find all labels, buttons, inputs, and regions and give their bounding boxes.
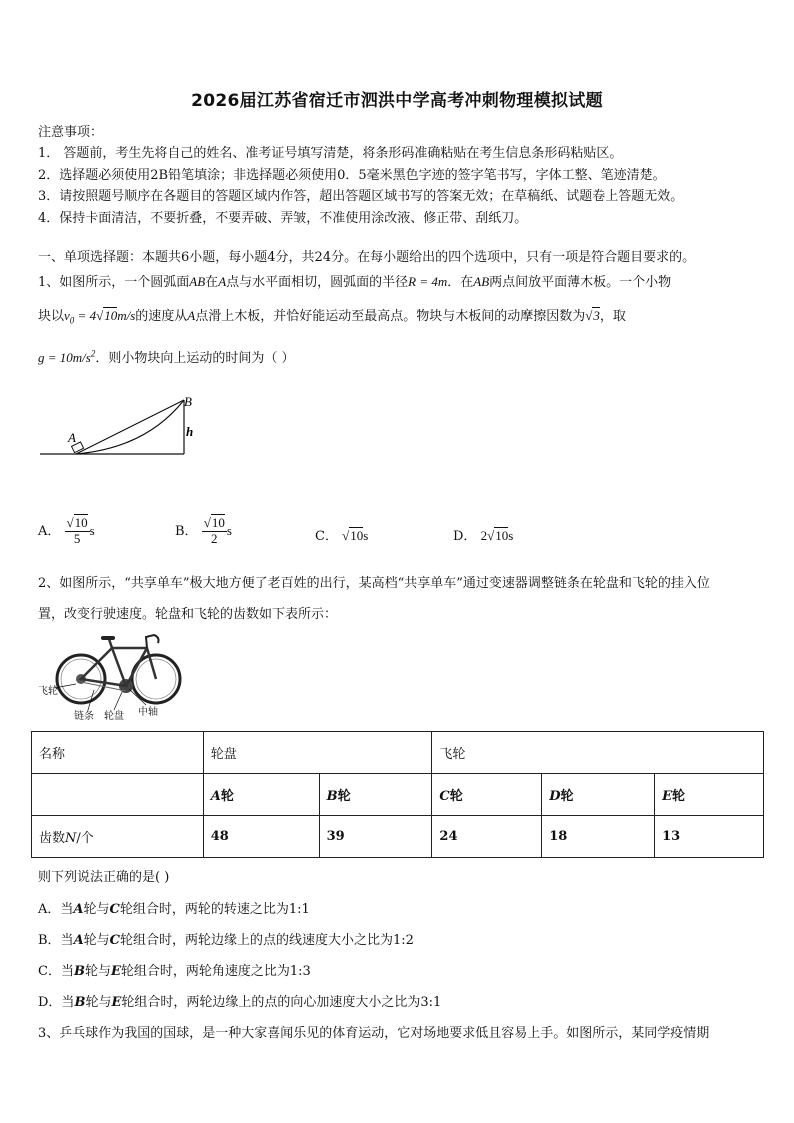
q2-option-c: C．当B轮与E轮组合时，两轮角速度之比为1:3	[38, 964, 311, 979]
saddle	[101, 636, 115, 640]
notice-heading: 注意事项：	[38, 125, 104, 140]
label-chainring: 轮盘	[104, 711, 124, 722]
bicycle-figure	[36, 628, 186, 718]
table-row	[32, 774, 764, 816]
q1-option-a: A． $\frac{√10}{5}$ s	[38, 515, 95, 546]
label-B: B	[184, 394, 192, 409]
q3-line-1: 3、乒乓球作为我国的国球，是一种大家喜闻乐见的体育运动，它对场地要求低且容易上手。如图所示，某同学疫情期	[38, 1026, 710, 1041]
notice-item-1: 1． 答题前，考生先将自己的姓名、准考证号填写清楚，将条形码准确粘贴在考生信息条形码粘贴区。	[38, 146, 623, 161]
teeth-b: 39	[319, 816, 432, 858]
handlebar	[146, 635, 159, 648]
teeth-d: 18	[542, 816, 655, 858]
header-flywheel: 飞轮	[432, 732, 764, 774]
notice-item-2: 2．选择题必须使用2B铅笔填涂；非选择题必须使用0．5毫米黑色字迹的签字笔书写，字体工整、笔迹清楚。	[38, 168, 666, 183]
wheel-c: C轮	[432, 774, 542, 816]
wheel-a: A轮	[203, 774, 319, 816]
teeth-c: 24	[432, 816, 542, 858]
teeth-e: 13	[655, 816, 764, 858]
q1-line-2: 块以$v_0 = 4√10m/s$的速度从A点滑上木板，并恰好能运动至最高点。物块与木板间的动摩擦因数为√3，取	[38, 308, 626, 326]
label-chain: 链条	[74, 711, 94, 722]
q2-line-1: 2、如图所示，“共享单车”极大地方便了老百姓的出行，某高档“共享单车”通过变速器调整链条在轮盘和飞轮的挂入位	[38, 576, 710, 591]
notice-item-4: 4．保持卡面清洁，不要折叠，不要弄破、弄皱，不准使用涂改液、修正带、刮纸刀。	[38, 211, 528, 226]
q2-line-2: 置，改变行驶速度。轮盘和飞轮的齿数如下表所示：	[38, 607, 338, 622]
table-row	[32, 816, 764, 858]
ramp-figure	[36, 390, 206, 460]
header-chainring: 轮盘	[203, 732, 432, 774]
q1-option-c: C． √10s	[315, 528, 369, 544]
q2-option-a: A．当A轮与C轮组合时，两轮的转速之比为1:1	[38, 902, 310, 917]
label-h: h	[186, 424, 194, 439]
q2-question: 则下列说法正确的是( )	[38, 870, 170, 885]
label-axle: 中轴	[138, 707, 158, 718]
notice-item-3: 3．请按照题号顺序在各题目的答题区域内作答，超出答题区域书写的答案无效；在草稿纸、试题卷上答题无效。	[38, 189, 684, 204]
q1-line-1: 1、如图所示，一个圆弧面AB在A点与水平面相切，圆弧面的半径R = 4m．在AB两点间放平面薄木板。一个小物	[38, 274, 672, 290]
wheel-d: D轮	[542, 774, 655, 816]
bike-frame	[81, 648, 156, 686]
wheel-e: E轮	[655, 774, 764, 816]
teeth-label: 齿数N/个	[32, 816, 204, 858]
q1-option-d: D． 2√10s	[453, 528, 514, 544]
label-flywheel: 飞轮	[38, 686, 58, 697]
label-A: A	[68, 430, 76, 445]
table-row	[32, 732, 764, 774]
empty-cell	[32, 774, 204, 816]
section-heading: 一、单项选择题：本题共6小题，每小题4分，共24分。在每小题给出的四个选项中，只有一项是符合题目要求的。	[38, 250, 696, 265]
q1-option-b: B． $\frac{√10}{2}$ s	[175, 515, 232, 546]
q2-option-b: B．当A轮与C轮组合时，两轮边缘上的点的线速度大小之比为1:2	[38, 933, 414, 948]
page-title: 2026届江苏省宿迁市泗洪中学高考冲刺物理模拟试题	[191, 91, 603, 111]
wheel-b: B轮	[319, 774, 432, 816]
q1-line-3: $g = 10m/s^2$．则小物块向上运动的时间为（ ）	[38, 348, 295, 366]
q2-option-d: D．当B轮与E轮组合时，两轮边缘上的点的向心加速度大小之比为3:1	[38, 995, 442, 1010]
teeth-table	[31, 731, 764, 858]
header-name: 名称	[32, 732, 204, 774]
teeth-a: 48	[203, 816, 319, 858]
board-line	[76, 400, 184, 454]
